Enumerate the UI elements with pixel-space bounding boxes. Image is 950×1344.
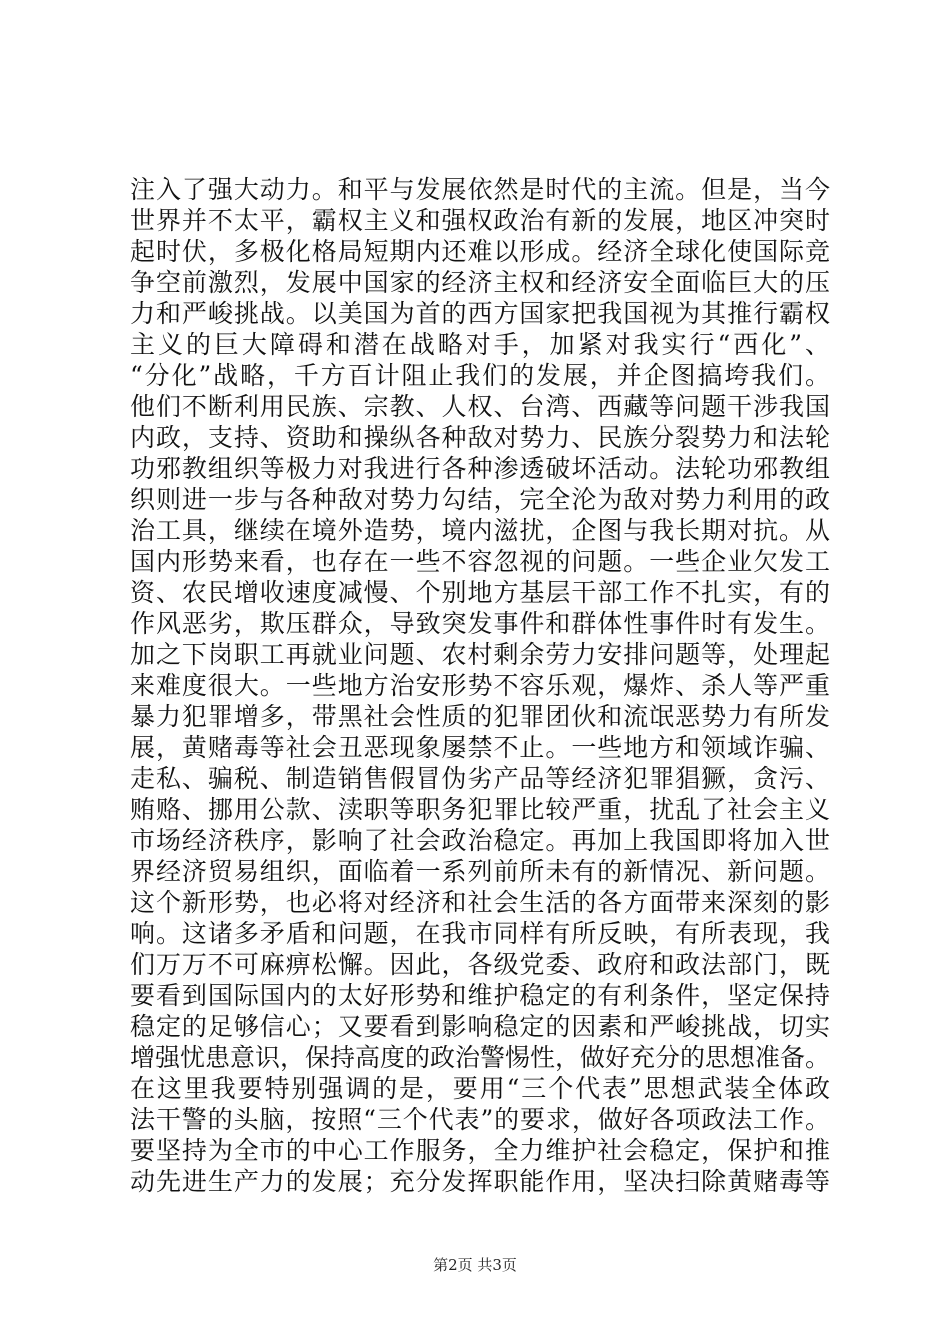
- text-line: 界经济贸易组织，面临着一系列前所未有的新情况、新问题。: [130, 857, 830, 886]
- body-text: [130, 174, 830, 1197]
- text-line: 作风恶劣，欺压群众，导致突发事件和群体性事件时有发生。: [130, 609, 830, 638]
- text-line: 这个新形势，也必将对经济和社会生活的各方面带来深刻的影: [130, 888, 830, 917]
- text-line: 展，黄赌毒等社会丑恶现象屡禁不止。一些地方和领域诈骗、: [130, 733, 830, 762]
- text-line: 他们不断利用民族、宗教、人权、台湾、西藏等问题干涉我国: [130, 392, 830, 421]
- text-line: 注入了强大动力。和平与发展依然是时代的主流。但是，当今: [130, 175, 830, 204]
- text-line: 增强忧患意识，保持高度的政治警惕性，做好充分的思想准备。: [130, 1043, 831, 1072]
- text-line: 动先进生产力的发展；充分发挥职能作用，坚决扫除黄赌毒等: [130, 1167, 830, 1196]
- text-line: 响。这诸多矛盾和问题，在我市同样有所反映，有所表现，我: [130, 919, 830, 948]
- text-line: 争空前激烈，发展中国家的经济主权和经济安全面临巨大的压: [130, 268, 830, 297]
- text-line: 功邪教组织等极力对我进行各种渗透破坏活动。法轮功邪教组: [130, 454, 830, 483]
- text-line: 织则进一步与各种敌对势力勾结，完全沦为敌对势力利用的政: [130, 485, 830, 514]
- text-line: 主义的巨大障碍和潜在战略对手，加紧对我实行“西化”、: [130, 330, 830, 359]
- page-footer: 第2页 共3页: [433, 1256, 517, 1274]
- text-line: 贿赂、挪用公款、渎职等职务犯罪比较严重，扰乱了社会主义: [130, 795, 830, 824]
- text-line: 们万万不可麻痹松懈。因此，各级党委、政府和政法部门，既: [130, 950, 830, 979]
- text-line: “分化”战略，千方百计阻止我们的发展，并企图搞垮我们。: [130, 361, 830, 390]
- text-line: 国内形势来看，也存在一些不容忽视的问题。一些企业欠发工: [130, 547, 830, 576]
- text-line: 治工具，继续在境外造势，境内滋扰，企图与我长期对抗。从: [130, 516, 830, 545]
- text-line: 稳定的足够信心；又要看到影响稳定的因素和严峻挑战，切实: [130, 1012, 830, 1041]
- text-line: 起时伏，多极化格局短期内还难以形成。经济全球化使国际竞: [130, 237, 830, 266]
- text-line: 要看到国际国内的太好形势和维护稳定的有利条件，坚定保持: [130, 981, 830, 1010]
- text-line: 来难度很大。一些地方治安形势不容乐观，爆炸、杀人等严重: [130, 671, 830, 700]
- text-line: 市场经济秩序，影响了社会政治稳定。再加上我国即将加入世: [130, 826, 830, 855]
- text-line: 资、农民增收速度减慢、个别地方基层干部工作不扎实，有的: [130, 578, 830, 607]
- text-line: 内政，支持、资助和操纵各种敌对势力、民族分裂势力和法轮: [130, 423, 830, 452]
- text-line: 力和严峻挑战。以美国为首的西方国家把我国视为其推行霸权: [130, 299, 830, 328]
- text-line: 在这里我要特别强调的是，要用“三个代表”思想武装全体政: [130, 1074, 830, 1103]
- text-line: 世界并不太平，霸权主义和强权政治有新的发展，地区冲突时: [130, 206, 830, 235]
- text-line: 法干警的头脑，按照“三个代表”的要求，做好各项政法工作。: [130, 1105, 830, 1134]
- text-line: 暴力犯罪增多，带黑社会性质的犯罪团伙和流氓恶势力有所发: [130, 702, 830, 731]
- text-line: 加之下岗职工再就业问题、农村剩余劳力安排问题等，处理起: [130, 640, 830, 669]
- text-line: 走私、骗税、制造销售假冒伪劣产品等经济犯罪猖獗，贪污、: [130, 764, 830, 793]
- text-line: 要坚持为全市的中心工作服务，全力维护社会稳定，保护和推: [130, 1136, 830, 1165]
